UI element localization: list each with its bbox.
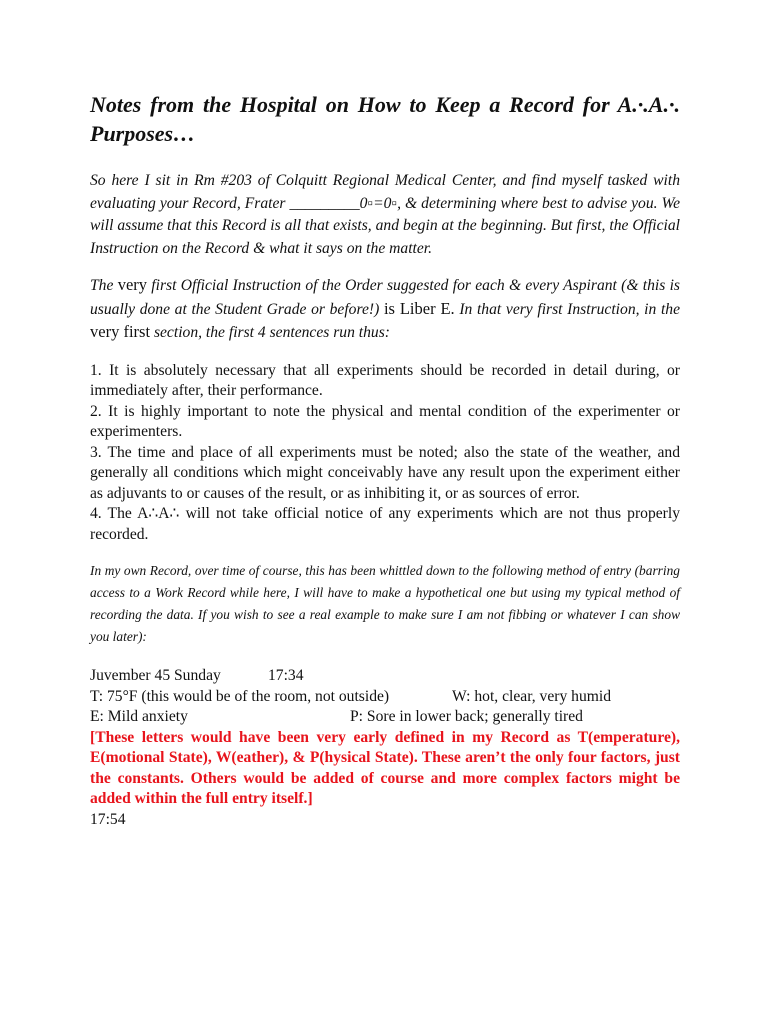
- instruction-part: very: [117, 275, 148, 294]
- entry-emotion: E: Mild anxiety: [90, 708, 188, 725]
- record-entry: [90, 666, 680, 830]
- document-title: Notes from the Hospital on How to Keep a Record for A.·.A.·. Purposes…: [90, 92, 680, 146]
- instruction-part: section, the first 4 sentences run thus:: [150, 324, 390, 341]
- entry-weather: W: hot, clear, very humid: [452, 687, 612, 705]
- rule-item: 3. The time and place of all experiments must be noted; also the state of the weather, and generally all conditions which might conceivably have any result upon the experiment either as adjuvants to or causes of the result, or as inhibiting it, or as sources of error.: [90, 443, 680, 502]
- entry-definition-note: [These letters would have been very early defined in my Record as T(emperature), E(motional State), W(eather), & P(hysical State). These aren’t the only four factors, just the constants. Others would be added of course and more complex factors might be added within the full entry itself.]: [90, 728, 680, 807]
- document-page: [90, 90, 680, 830]
- entry-physical: P: Sore in lower back; generally tired: [350, 708, 583, 725]
- entry-temperature: T: 75°F (this would be of the room, not outside): [90, 687, 390, 705]
- instruction-part: is: [383, 298, 395, 318]
- entry-time: 17:34: [268, 667, 304, 684]
- entry-row: [90, 687, 680, 708]
- intro-paragraph: So here I sit in Rm #203 of Colquitt Regional Medical Center, and find myself tasked with evaluating your Record, Frater _________0▫=0▫, & determining where best to advise you. We will assume that this Record is all that exists, and begin at the beginning. But first, the Official Instruction on the Record & what it says on the matter.: [90, 172, 680, 257]
- instruction-part: very: [90, 322, 120, 341]
- rule-item: 2. It is highly important to note the physical and mental condition of the experimenter or experimenters.: [90, 402, 680, 440]
- entry-row: [90, 707, 680, 728]
- instruction-part: The: [90, 277, 118, 294]
- entry-date: Juvember 45 Sunday: [90, 667, 221, 684]
- rules-list: [90, 361, 680, 546]
- instruction-part: first Official Instruction of the Order suggested for each & every Aspirant (& this is usually done at the Student Grade or before!): [90, 277, 680, 318]
- rule-item: 4. The A∴A∴ will not take official notice of any experiments which are not thus properly recorded.: [90, 505, 680, 543]
- instruction-paragraph: [90, 274, 680, 345]
- instruction-part: first: [119, 322, 151, 341]
- instruction-part: In that very first Instruction, in the: [454, 300, 681, 318]
- method-note: In my own Record, over time of course, this has been whittled down to the following method of entry (barring access to a Work Record while here, I will have to make a hypothetical one but using my typical method of recording the data. If you wish to see a real example to make sure I am not fibbing or whatever I can show you later):: [90, 563, 680, 644]
- rule-item: 1. It is absolutely necessary that all experiments should be recorded in detail during, or immediately after, their performance.: [90, 361, 680, 399]
- instruction-part: Liber E.: [394, 298, 455, 318]
- entry-header-row: [90, 666, 680, 687]
- entry-end-time: 17:54: [90, 810, 126, 828]
